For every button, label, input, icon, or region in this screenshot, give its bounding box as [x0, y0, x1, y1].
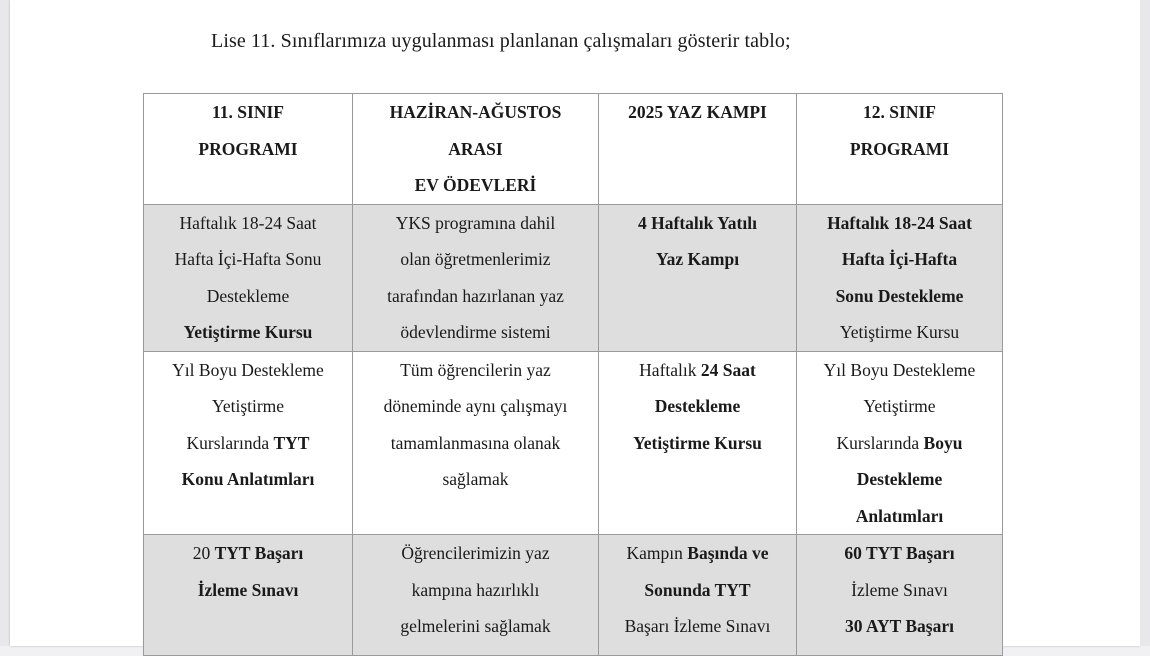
- table-cell: Haftalık 18-24 Saat Hafta İçi-Hafta Sonu Destekleme Yetiştirme Kursu: [144, 204, 353, 351]
- table-cell: 60 TYT Başarı İzleme Sınavı 30 AYT Başarı: [797, 535, 1003, 656]
- background-left-edge: [0, 0, 10, 646]
- table-cell: Haftalık 18-24 Saat Hafta İçi-Hafta Sonu Destekleme Yetiştirme Kursu: [797, 204, 1003, 351]
- table-cell: 4 Haftalık Yatılı Yaz Kampı: [599, 204, 797, 351]
- table-row: [144, 204, 1003, 351]
- table-cell: 20 TYT Başarı İzleme Sınavı: [144, 535, 353, 656]
- plan-table: [143, 93, 1003, 656]
- table-cell: YKS programına dahil olan öğretmenlerimiz tarafından hazırlanan yaz ödevlendirme sistemi: [353, 204, 599, 351]
- header-11-sinif-programi: 11. SINIF PROGRAMI: [144, 94, 353, 205]
- table-cell: Yıl Boyu Destekleme Yetiştirme Kurslarında TYT Konu Anlatımları: [144, 351, 353, 535]
- table-cell: Öğrencilerimizin yaz kampına hazırlıklı gelmelerini sağlamak: [353, 535, 599, 656]
- table-row: [144, 535, 1003, 656]
- table-caption: Lise 11. Sınıflarımıza uygulanması planlanan çalışmaları gösterir tablo;: [211, 30, 791, 52]
- table-cell: Tüm öğrencilerin yaz döneminde aynı çalışmayı tamamlanmasına olanak sağlamak: [353, 351, 599, 535]
- table-cell: Kampın Başında ve Sonunda TYT Başarı İzleme Sınavı: [599, 535, 797, 656]
- header-12-sinif-programi: 12. SINIF PROGRAMI: [797, 94, 1003, 205]
- table-cell: Yıl Boyu Destekleme Yetiştirme Kurslarında Boyu Destekleme Anlatımları: [797, 351, 1003, 535]
- table-row: [144, 351, 1003, 535]
- table-header-row: [144, 94, 1003, 205]
- background-right-edge: [1140, 0, 1150, 646]
- table-cell: Haftalık 24 Saat Destekleme Yetiştirme Kursu: [599, 351, 797, 535]
- header-ev-odevleri: HAZİRAN-AĞUSTOS ARASI EV ÖDEVLERİ: [353, 94, 599, 205]
- header-yaz-kampi: 2025 YAZ KAMPI: [599, 94, 797, 205]
